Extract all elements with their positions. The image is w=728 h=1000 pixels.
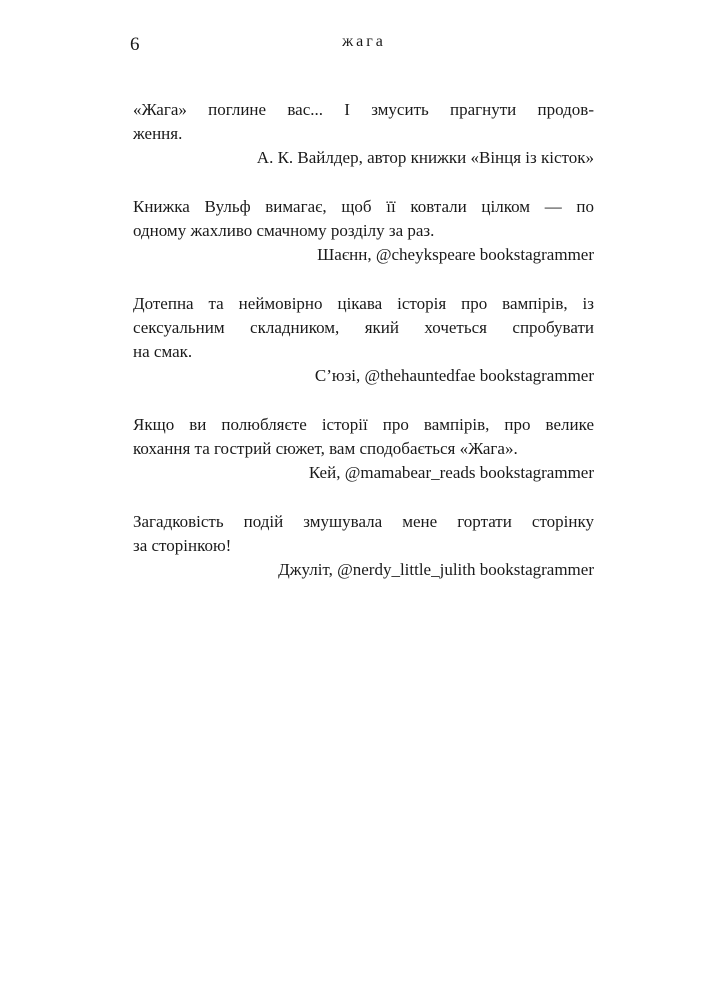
blurb-attribution: С’юзі, @thehauntedfae bookstagrammer <box>314 366 594 385</box>
running-title: жага <box>342 33 386 50</box>
blurb <box>133 413 594 485</box>
blurb-attribution: Шаєнн, @cheykspeare bookstagrammer <box>317 245 594 264</box>
blurb <box>133 98 594 170</box>
blurb-quote <box>133 510 594 558</box>
blurb-quote <box>133 292 594 364</box>
blurb-quote <box>133 413 594 461</box>
blurb-quote <box>133 98 594 146</box>
quote-line: на смак. <box>133 342 193 361</box>
blurb <box>133 510 594 582</box>
blurb-attribution: Кей, @mamabear_reads bookstagrammer <box>308 463 594 482</box>
blurb-attribution: А. К. Вайлдер, автор книжки «Вінця із кісток» <box>256 148 594 167</box>
quote-line: Дотепна та неймовірно цікава історія про вампірів, із <box>133 294 594 313</box>
quote-line: за сторінкою! <box>133 536 232 555</box>
quote-line: Книжка Вульф вимагає, щоб її ковтали цілком — по <box>133 197 594 216</box>
quote-line: одному жахливо смачному розділу за раз. <box>133 221 435 240</box>
quote-line: сексуальним складником, який хочеться спробувати <box>133 318 594 337</box>
blurb <box>133 292 594 388</box>
blurbs-container <box>133 98 594 607</box>
blurb <box>133 195 594 267</box>
blurb-quote <box>133 195 594 243</box>
quote-line: Якщо ви полюбляєте історії про вампірів, про велике <box>133 415 594 434</box>
quote-line: Загадковість подій змушувала мене гортати сторінку <box>133 512 594 531</box>
quote-line: ження. <box>133 124 183 143</box>
quote-line: кохання та гострий сюжет, вам сподобається «Жага». <box>133 439 518 458</box>
blurb-attribution: Джуліт, @nerdy_little_julith bookstagrammer <box>278 560 594 579</box>
page-number: 6 <box>130 34 140 55</box>
quote-line: «Жага» поглине вас... І змусить прагнути продов- <box>133 100 594 119</box>
